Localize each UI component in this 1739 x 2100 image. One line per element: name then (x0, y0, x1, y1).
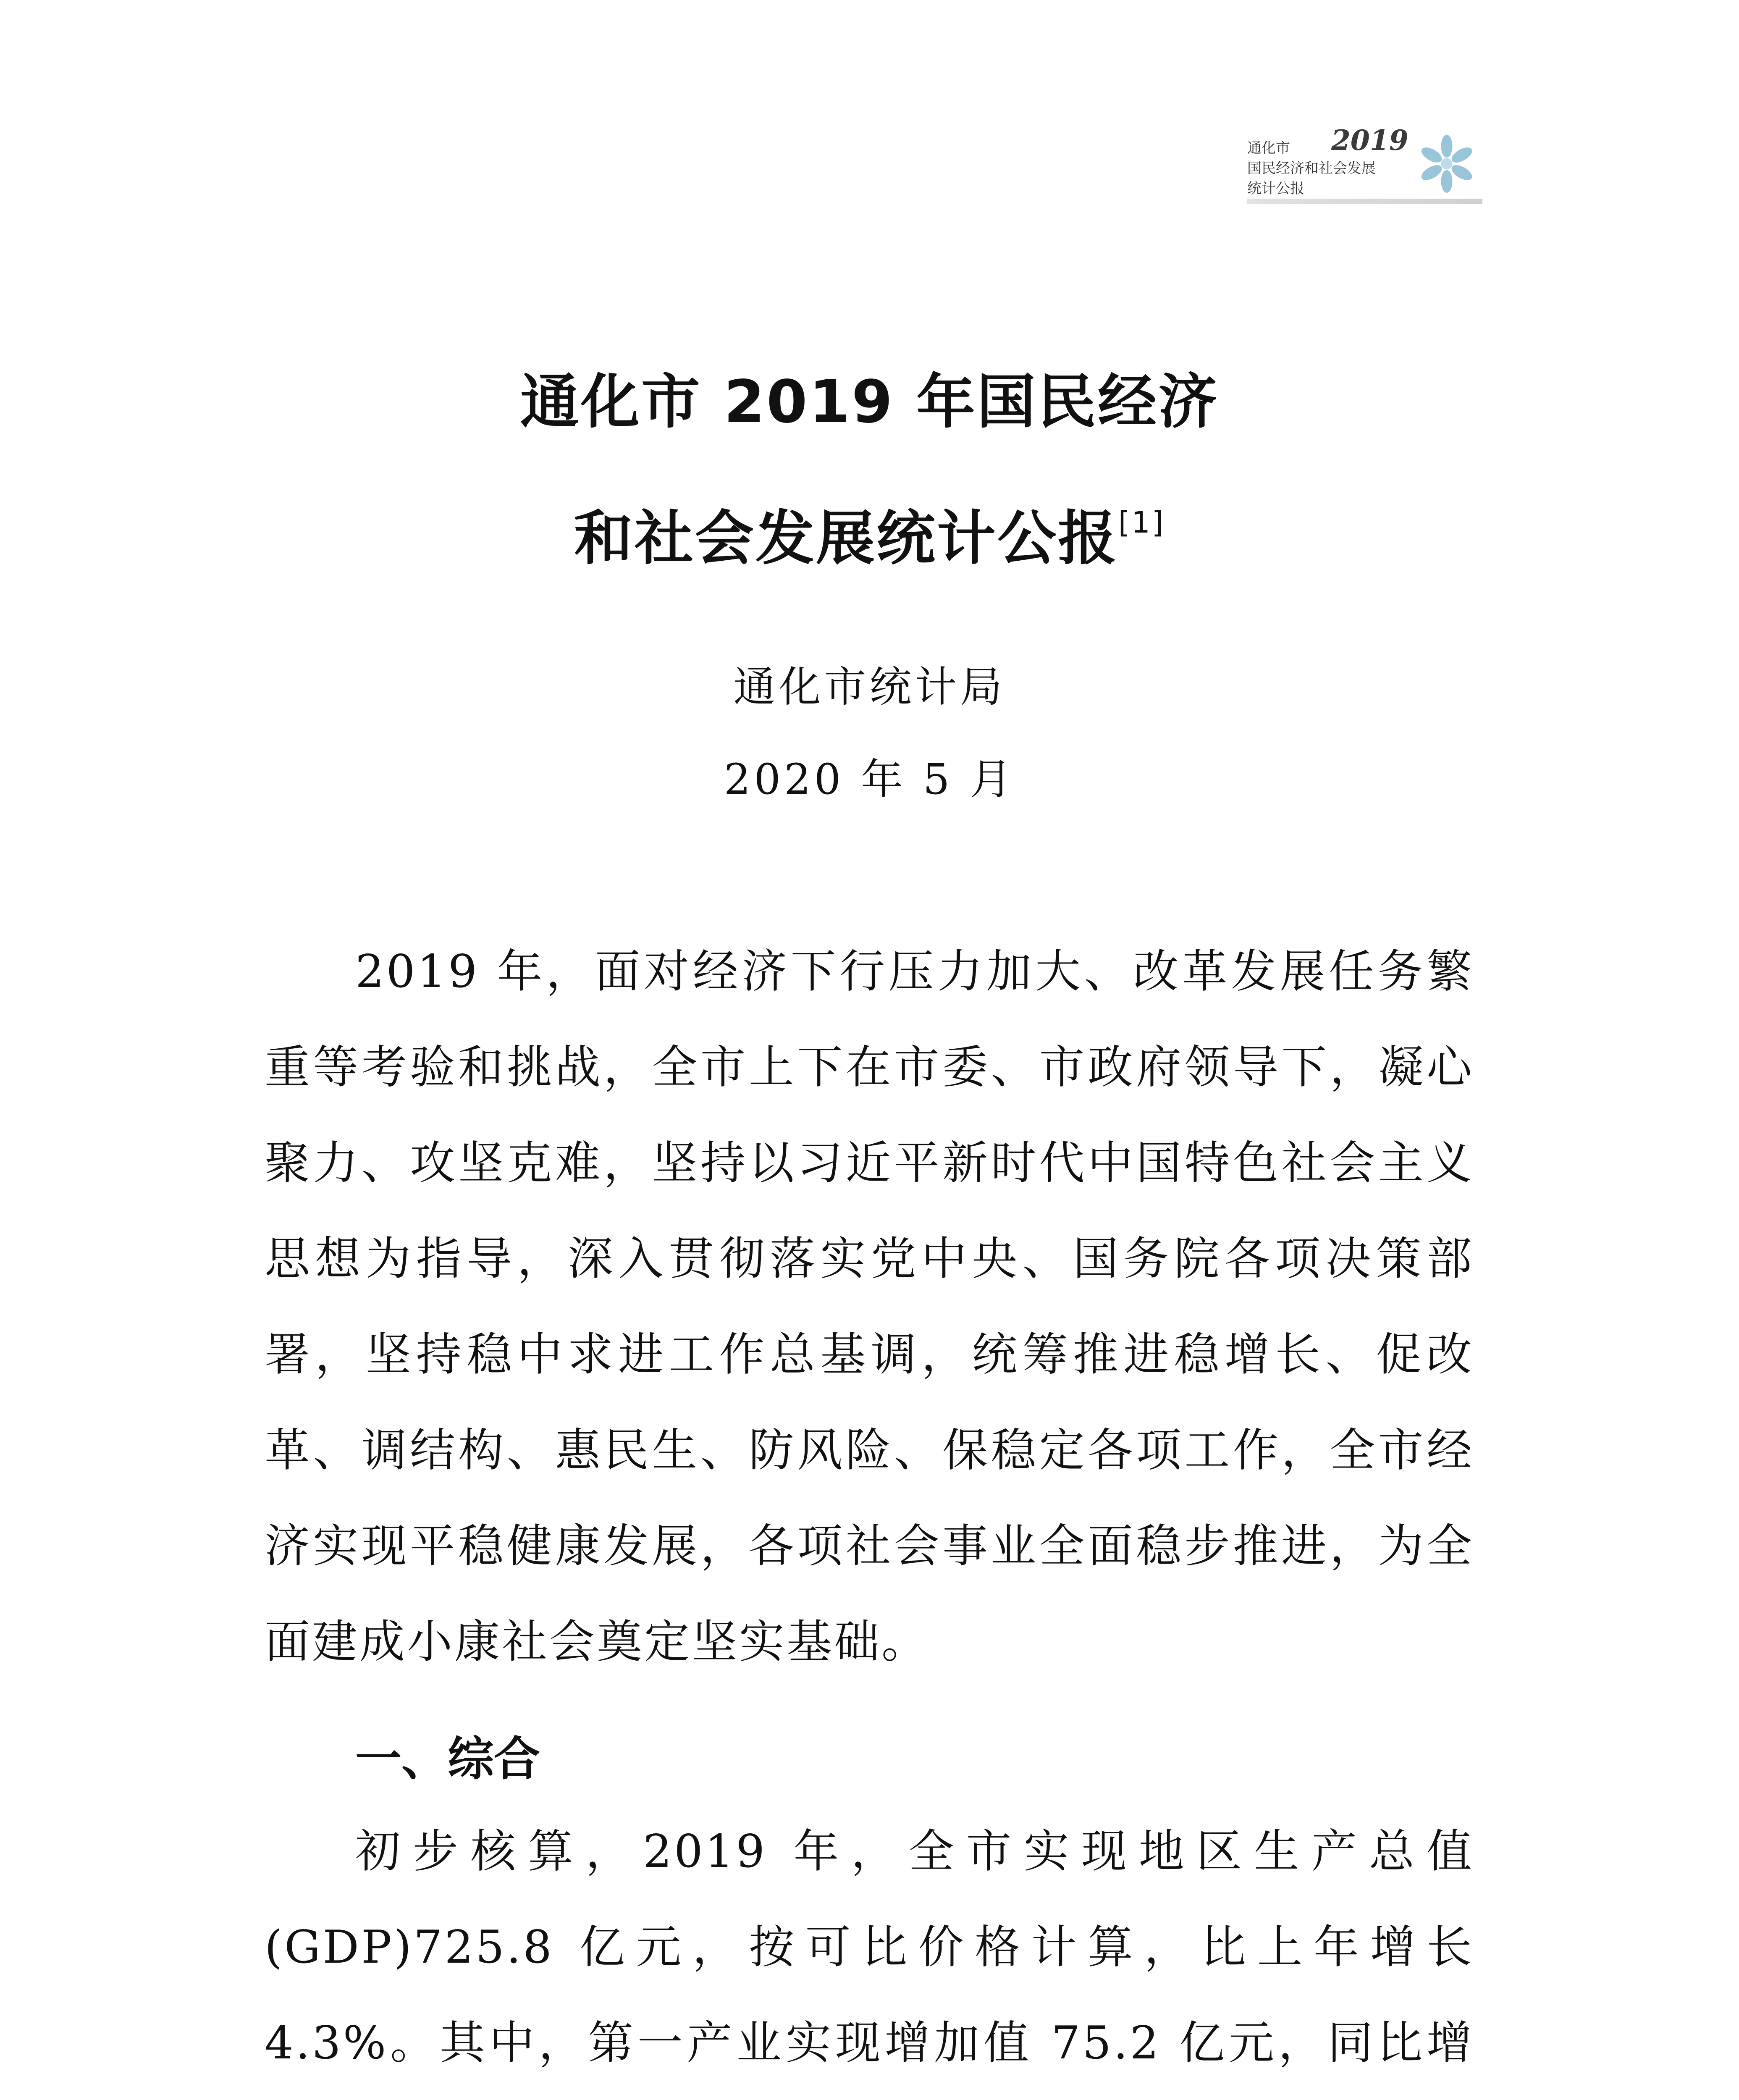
logo-bar (1247, 199, 1482, 204)
footnote-marker[interactable]: [1] (1118, 505, 1165, 540)
section-paragraph: 初步核算，2019 年，全市实现地区生产总值(GDP)725.8 亿元，按可比价格计算，比上年增长 4.3%。其中，第一产业实现增加值 75.2 亿元，同比增 (265, 1825, 1474, 2069)
publish-date: 2020 年 5 月 (724, 755, 1015, 804)
title-line-2-text: 和社会发展统计公报 (574, 504, 1118, 573)
header-logo (1247, 124, 1482, 216)
author: 通化市统计局 (733, 662, 1006, 711)
title-line-2 (0, 491, 1739, 576)
logo-line2: 国民经济和社会发展 (1247, 160, 1376, 177)
section-heading: 一、综合 (355, 1732, 540, 1786)
logo-year: 2019 (1331, 124, 1409, 157)
logo-city: 通化市 (1247, 140, 1290, 157)
title-line-1: 通化市 2019 年国民经济 (520, 368, 1219, 436)
snowflake-icon (1415, 132, 1478, 195)
intro-paragraph: 2019 年，面对经济下行压力加大、改革发展任务繁重等考验和挑战，全市上下在市委、市政府领导下，凝心聚力、攻坚克难，坚持以习近平新时代中国特色社会主义思想为指导，深入贯彻落实党中央、国务院各项决策部署，坚持稳中求进工作总基调，统筹推进稳增长、促改革、调结构、惠民生、防风险、保稳定各项工作，全市经济实现平稳健康发展，各项社会事业全面稳步推进，为全面建成小康社会奠定坚实基础。 (265, 945, 1474, 1668)
logo-line3: 统计公报 (1247, 180, 1304, 197)
